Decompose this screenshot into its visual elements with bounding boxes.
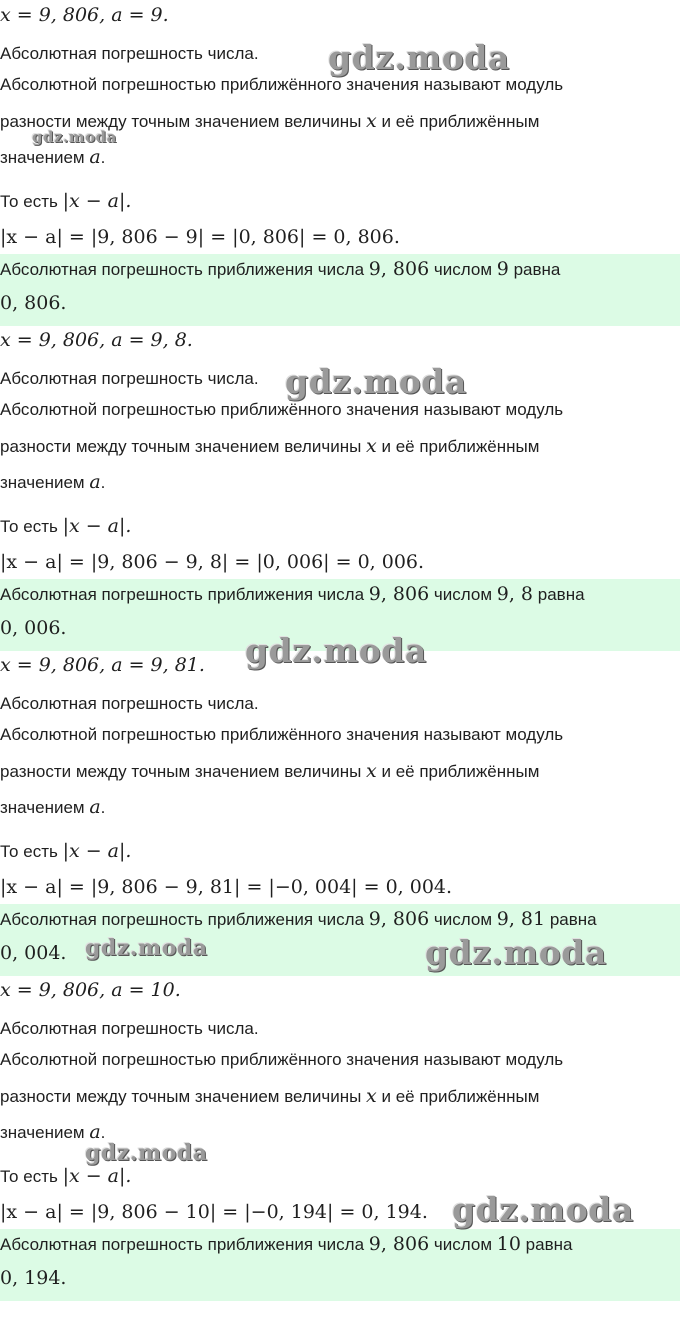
answer-text: числом — [429, 585, 497, 604]
section-heading: Абсолютная погрешность числа. — [0, 369, 259, 388]
watermark-logo: gdz.moda — [85, 1140, 208, 1166]
answer-text: числом — [429, 1235, 497, 1254]
variable-x: x — [366, 435, 377, 457]
definition-line-3 — [0, 146, 105, 168]
answer-text: Абсолютная погрешность приближения числа — [0, 260, 369, 279]
that-is-line — [0, 190, 131, 212]
formula: |x − a|. — [62, 515, 132, 537]
formula: |x − a|. — [62, 840, 132, 862]
that-is-line — [0, 515, 131, 537]
definition-text: значением — [0, 473, 90, 492]
calculation-line: |x − a| = |9, 806 − 9| = |0, 806| = 0, 806. — [0, 226, 400, 248]
given-line: x = 9, 806, a = 9. — [0, 4, 169, 26]
answer-approx: 9, 81 — [496, 908, 546, 930]
that-is-text: То есть — [0, 192, 63, 211]
variable-a: a — [89, 796, 101, 818]
answer-text: Абсолютная погрешность приближения числа — [0, 910, 369, 929]
definition-text: и её приближённым — [376, 437, 540, 456]
definition-line-1: Абсолютной погрешностью приближённого значения называют модуль — [0, 400, 564, 419]
answer-line-1 — [0, 908, 597, 930]
answer-box — [0, 1229, 680, 1301]
calculation-line: |x − a| = |9, 806 − 9, 81| = |−0, 004| = 0, 004. — [0, 876, 453, 898]
definition-line-1: Абсолютной погрешностью приближённого значения называют модуль — [0, 1050, 564, 1069]
variable-x: x — [366, 760, 377, 782]
definition-text: значением — [0, 148, 90, 167]
answer-number: 9, 806 — [368, 258, 430, 280]
answer-approx: 10 — [496, 1233, 521, 1255]
answer-box — [0, 254, 680, 326]
definition-line-2 — [0, 760, 539, 782]
answer-text: Абсолютная погрешность приближения числа — [0, 585, 369, 604]
variable-a: a — [89, 146, 101, 168]
answer-line-1 — [0, 1233, 572, 1255]
definition-line-2 — [0, 1085, 539, 1107]
given-line: x = 9, 806, a = 9, 81. — [0, 654, 205, 676]
answer-number: 9, 806 — [368, 908, 430, 930]
answer-text: равна — [545, 910, 597, 929]
watermark-logo: gdz.moda — [452, 1190, 634, 1229]
answer-number: 9, 806 — [368, 583, 430, 605]
answer-result: 0, 006. — [0, 617, 67, 639]
watermark-logo: gdz.moda — [32, 128, 117, 146]
answer-approx: 9 — [496, 258, 509, 280]
given-line: x = 9, 806, a = 9, 8. — [0, 329, 193, 351]
definition-text: . — [100, 1123, 106, 1142]
definition-text: . — [100, 148, 106, 167]
definition-text: и её приближённым — [376, 112, 540, 131]
calculation-line: |x − a| = |9, 806 − 9, 8| = |0, 006| = 0, 006. — [0, 551, 425, 573]
answer-result: 0, 806. — [0, 292, 67, 314]
definition-text: . — [100, 798, 106, 817]
section-heading: Абсолютная погрешность числа. — [0, 44, 259, 63]
answer-line-1 — [0, 258, 560, 280]
definition-text: разности между точным значением величины — [0, 437, 367, 456]
answer-line-1 — [0, 583, 585, 605]
calculation-line: |x − a| = |9, 806 − 10| = |−0, 194| = 0, 194. — [0, 1201, 428, 1223]
that-is-line — [0, 1165, 131, 1187]
definition-line-3 — [0, 796, 105, 818]
watermark-logo: gdz.moda — [425, 933, 607, 972]
answer-number: 9, 806 — [368, 1233, 430, 1255]
definition-text: и её приближённым — [376, 762, 540, 781]
definition-text: разности между точным значением величины — [0, 762, 367, 781]
definition-line-1: Абсолютной погрешностью приближённого значения называют модуль — [0, 75, 564, 94]
definition-text: разности между точным значением величины — [0, 112, 367, 131]
that-is-line — [0, 840, 131, 862]
watermark-logo: gdz.moda — [285, 362, 467, 401]
section-heading: Абсолютная погрешность числа. — [0, 1019, 259, 1038]
given-line: x = 9, 806, a = 10. — [0, 979, 181, 1001]
answer-text: равна — [520, 1235, 573, 1254]
answer-approx: 9, 8 — [496, 583, 534, 605]
watermark-logo: gdz.moda — [245, 631, 427, 670]
that-is-text: То есть — [0, 1167, 63, 1186]
definition-text: значением — [0, 798, 90, 817]
definition-line-2 — [0, 435, 539, 457]
formula: |x − a|. — [62, 190, 132, 212]
definition-line-3 — [0, 471, 105, 493]
answer-text: числом — [429, 910, 497, 929]
variable-x: x — [366, 110, 377, 132]
that-is-text: То есть — [0, 517, 63, 536]
definition-text: разности между точным значением величины — [0, 1087, 367, 1106]
watermark-logo: gdz.moda — [328, 38, 510, 77]
answer-result: 0, 004. — [0, 942, 67, 964]
variable-a: a — [89, 471, 101, 493]
definition-line-1: Абсолютной погрешностью приближённого значения называют модуль — [0, 725, 564, 744]
answer-result: 0, 194. — [0, 1267, 67, 1289]
answer-text: равна — [508, 260, 561, 279]
variable-x: x — [366, 1085, 377, 1107]
definition-text: и её приближённым — [376, 1087, 540, 1106]
variable-a: a — [89, 1121, 101, 1143]
answer-text: Абсолютная погрешность приближения числа — [0, 1235, 369, 1254]
formula: |x − a|. — [62, 1165, 132, 1187]
answer-text: равна — [533, 585, 585, 604]
definition-text: . — [100, 473, 106, 492]
definition-text: значением — [0, 1123, 90, 1142]
section-heading: Абсолютная погрешность числа. — [0, 694, 259, 713]
answer-text: числом — [429, 260, 497, 279]
that-is-text: То есть — [0, 842, 63, 861]
watermark-logo: gdz.moda — [85, 935, 208, 961]
